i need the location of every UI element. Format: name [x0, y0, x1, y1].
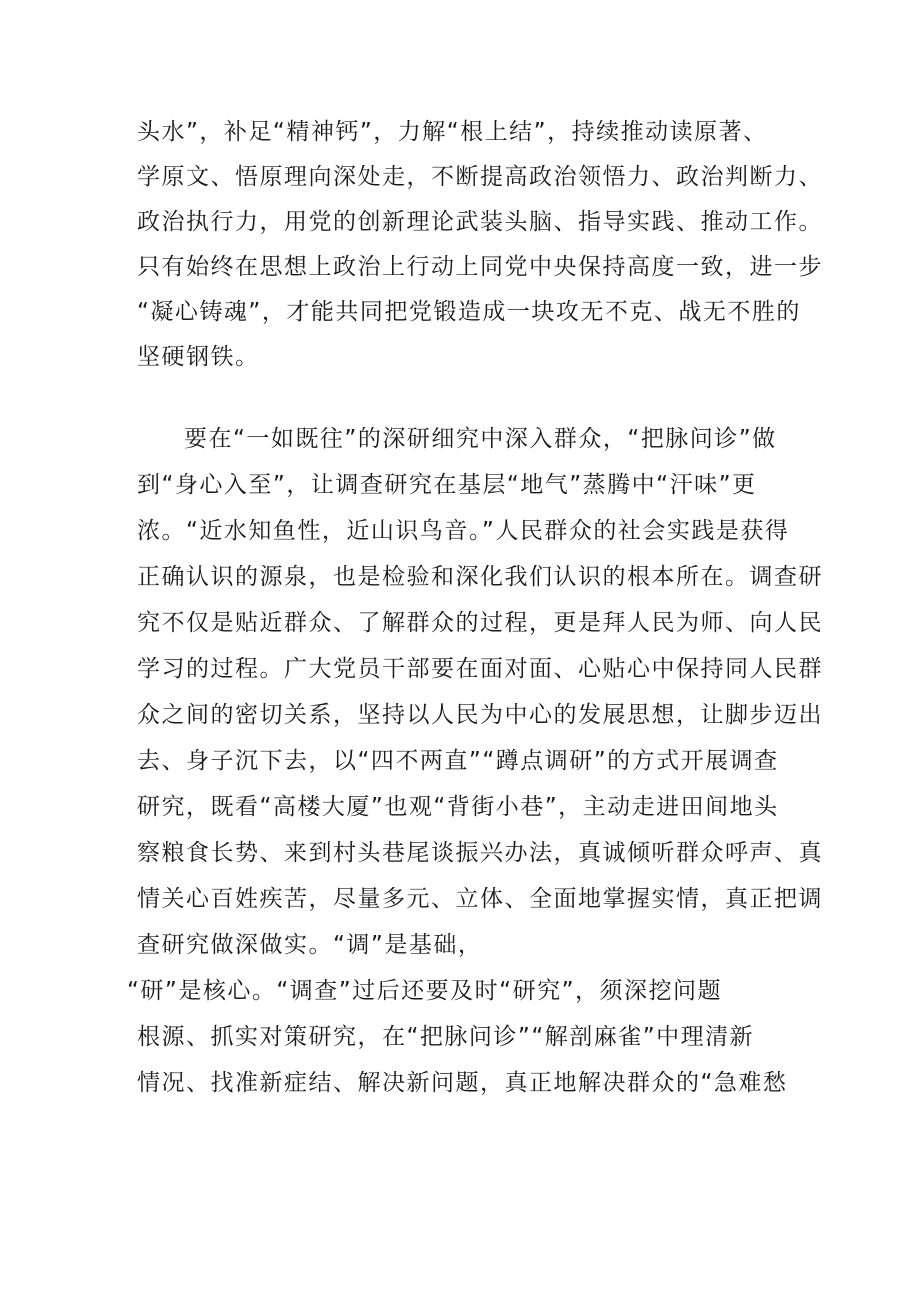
paragraph-2-line-1: 要在“一如既往”的深研细究中深入群众，“把脉问诊”做	[184, 426, 777, 452]
paragraph-1-line-6: 坚硬钢铁。	[137, 344, 260, 370]
paragraph-2-line-2: 到“身心入至”，让调查研究在基层“地气”蒸腾中“汗味”更	[137, 472, 757, 498]
paragraph-1-line-5: “凝心铸魂”，才能共同把党锻造成一块攻无不克、战无不胜的	[137, 299, 801, 325]
paragraph-2-line-14: 根源、抓实对策研究，在“把脉问诊”“解剖麻雀”中理清新	[137, 1024, 755, 1050]
paragraph-2-line-12: 查研究做深做实。“调”是基础，	[137, 932, 483, 958]
paragraph-2-line-10: 察粮食长势、来到村头巷尾谈振兴办法，真诚倾听群众呼声、真	[137, 840, 823, 866]
paragraph-2-line-13: “研”是核心。“调查”过后还要及时“研究”，须深挖问题	[127, 978, 722, 1004]
paragraph-1-line-1: 头水”，补足“精神钙”，力解“根上结”，持续推动读原著、	[137, 119, 768, 145]
paragraph-2-line-3: 浓。“近水知鱼性，近山识鸟音。”人民群众的社会实践是获得	[137, 518, 790, 544]
paragraph-2-line-6: 学习的过程。广大党员干部要在面对面、心贴心中保持同人民群	[137, 656, 823, 682]
paragraph-2-line-4: 正确认识的源泉，也是检验和深化我们认识的根本所在。调查研	[137, 564, 823, 590]
paragraph-2-line-5: 究不仅是贴近群众、了解群众的过程，更是拜人民为师、向人民	[137, 610, 823, 636]
paragraph-2-line-9: 研究，既看“高楼大厦”也观“背街小巷”，主动走进田间地头	[137, 794, 779, 820]
paragraph-1-line-2: 学原文、悟原理向深处走，不断提高政治领悟力、政治判断力、	[137, 164, 823, 190]
paragraph-1-line-3: 政治执行力，用党的创新理论武装头脑、指导实践、推动工作。	[137, 209, 823, 235]
paragraph-1-line-4: 只有始终在思想上政治上行动上同党中央保持高度一致，进一步	[137, 254, 823, 280]
paragraph-2-line-8: 去、身子沉下去，以“四不两直”“蹲点调研”的方式开展调查	[137, 748, 779, 774]
paragraph-2-line-7: 众之间的密切关系，坚持以人民为中心的发展思想，让脚步迈出	[137, 702, 823, 728]
paragraph-2-line-11: 情关心百姓疾苦，尽量多元、立体、全面地掌握实情，真正把调	[137, 886, 823, 912]
paragraph-2-line-15: 情况、找准新症结、解决新问题，真正地解决群众的“急难愁	[137, 1070, 788, 1096]
